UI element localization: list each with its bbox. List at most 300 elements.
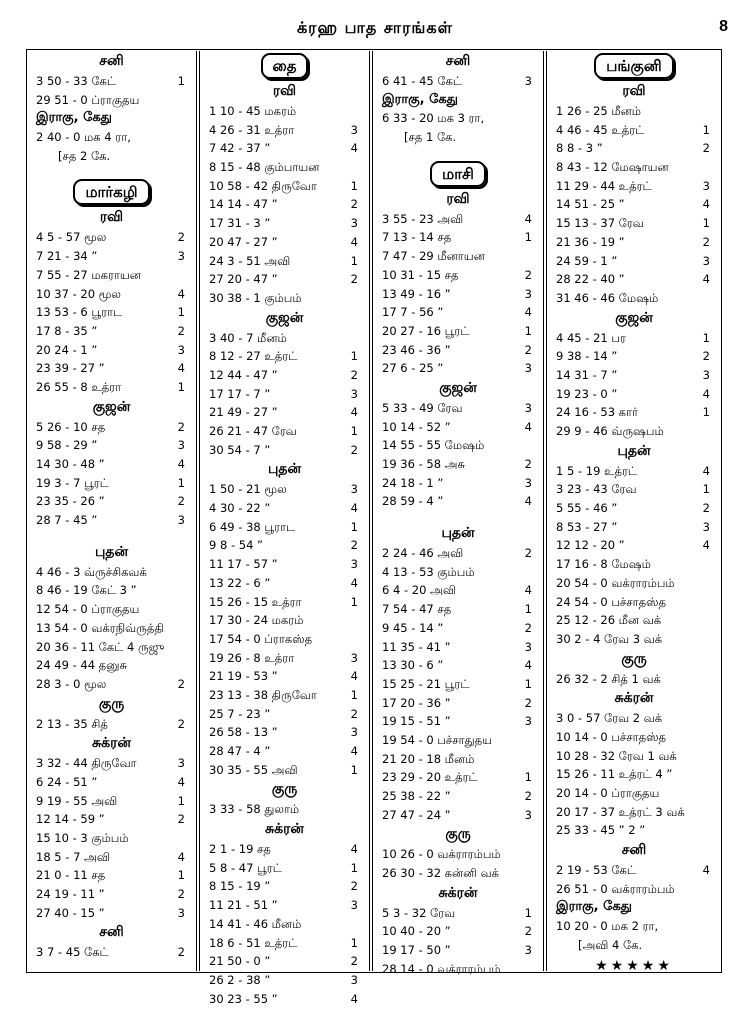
entry-row [28,848,195,867]
pada-number: 4 [350,991,358,1006]
entry-row [28,322,195,341]
entry-row [201,686,368,705]
entry-text: 14 51 - 25 ” [556,197,625,212]
entry-text: 5 33 - 49 ரேவ [382,400,463,415]
entry-row [374,694,542,713]
entry-text: 19 54 - 0 பச்சாதுதய [382,732,492,747]
entry-text: 27 40 - 15 ” [36,905,105,920]
entry-text: 13 22 - 6 ” [209,575,271,590]
entry-text: 26 2 - 38 ” [209,972,271,987]
entry-text: 28 7 - 45 ” [36,513,98,528]
pada-number: 2 [177,812,185,827]
pada-number: 4 [524,658,532,673]
entry-text: 3 7 - 45 கேட் [36,945,109,960]
pada-number: 1 [350,935,358,950]
pada-number: 3 [524,943,532,958]
page-title: க்ரஹ பாத சாரங்கள் [296,18,454,37]
pada-number: 1 [177,475,185,490]
entry-text: 9 8 - 54 ” [209,538,263,553]
entry-row [374,210,542,229]
planet-heading: ரவி [272,83,297,99]
pada-number: 1 [350,178,358,193]
planet-heading: புதன் [441,525,475,542]
entry-text: 26 32 - 2 சித் 1 வக் [556,671,661,686]
pada-number: 2 [524,342,532,357]
entry-row [201,121,368,140]
entry-row [374,581,542,600]
entry-text: 13 30 - 6 ” [382,658,444,673]
entry-text: 6 41 - 45 கேட் [382,74,463,88]
entry-text: 7 21 - 34 ” [36,249,98,264]
node-heading [548,898,720,917]
entry-text: 17 7 - 56 ” [382,305,444,320]
entry-text: 12 14 - 59 ” [36,812,105,827]
pada-number: 2 [524,695,532,710]
entry-text: 24 18 - 1 ” [382,475,444,490]
pada-number: 1 [702,122,710,137]
entry-text: 14 30 - 48 ” [36,457,105,471]
pada-number: 1 [350,687,358,702]
pada-number: 2 [350,954,358,969]
planet-heading: புதன் [94,543,129,560]
pada-number: 2 [702,501,710,516]
pada-number: 4 [702,386,710,401]
month-heading [28,177,195,207]
entry-text: 12 12 - 20 ” [556,538,625,553]
entry-row [28,436,195,455]
entry-row [374,228,542,247]
planet-heading: குஜன் [92,398,131,415]
entry-text: 24 59 - 1 ” [556,253,618,268]
entry-text: 9 38 - 14 ” [556,349,618,364]
pada-number: 4 [177,849,185,864]
pada-number: 3 [350,725,358,740]
entry-row [548,821,720,840]
entry-text: 3 23 - 43 ரேவ [556,482,637,497]
month-heading-label: மார்கழி [73,179,149,205]
entry-row [374,418,542,437]
entry-row [28,715,195,734]
entry-text: 4 30 - 22 ” [209,501,271,516]
pada-number: 2 [177,676,185,691]
entry-row [374,359,542,378]
entry-row [548,422,720,441]
pada-number: 2 [702,141,710,156]
entry-row [374,474,542,493]
entry-row [548,270,720,289]
pada-number: 3 [177,342,185,357]
entry-text: 28 22 - 40 ” [556,272,625,287]
pada-number: 4 [702,197,710,212]
entry-text: 9 45 - 14 ” [382,620,444,635]
planet-heading: சனி [99,53,124,69]
pada-number: 3 [350,557,358,572]
entry-row [201,289,368,308]
entry-row [28,492,195,511]
entry-text: 27 47 - 24 ” [382,807,451,822]
entry-text: 5 26 - 10 சத [36,419,106,434]
entry-row [201,705,368,724]
entry-text: 21 19 - 53 ” [209,669,278,684]
entry-text: 17 8 - 35 ” [36,323,98,338]
entry-row [28,829,195,848]
entry-text: 28 14 - 0 வக்ராரம்பம் [382,961,501,976]
month-heading [548,51,720,81]
planet-heading: குஜன் [265,309,304,326]
end-stars: ★★★★★ [595,957,673,974]
pada-number: 3 [702,519,710,534]
column-3 [374,51,542,976]
entry-row [548,462,720,481]
entry-row [28,341,195,360]
entry-row [374,904,542,923]
entry-row [548,347,720,366]
entry-row [374,750,542,769]
month-heading [374,159,542,189]
spacer [28,530,195,542]
entry-row [548,214,720,233]
entry-row [374,960,542,979]
pada-number: 1 [350,424,358,438]
pada-number: 2 [350,879,358,894]
entry-row [201,896,368,915]
entry-row [201,649,368,668]
entry-text: 7 54 - 47 சத [382,602,452,617]
entry-row [28,943,195,962]
entry-text: 24 19 - 11 ” [36,887,105,902]
entry-row [374,638,542,657]
pada-number: 2 [350,272,358,287]
entry-text: 19 36 - 58 அசு [382,457,465,471]
pada-number: 1 [524,323,532,338]
entry-row [28,904,195,923]
pada-number: 1 [702,405,710,420]
page-number: 8 [719,18,728,35]
entry-row [28,474,195,493]
pada-number: 4 [524,583,532,598]
entry-row [374,806,542,825]
entry-row [374,128,542,147]
pada-number: 3 [524,361,532,376]
entry-row [374,563,542,582]
entry-text: 10 14 - 52 ” [382,419,451,434]
planet-heading: சுக்ரன் [265,821,304,838]
pada-number: 2 [177,419,185,434]
entry-row [28,563,195,582]
pada-number: 1 [702,330,710,345]
entry-row [28,247,195,266]
spacer [374,147,542,159]
entry-text: 12 54 - 0 ப்ராகுதய [36,602,140,617]
entry-text: 17 31 - 3 ” [209,216,271,231]
entry-text: 4 46 - 3 வ்ருச்சிகவக் [36,564,147,579]
pada-number: 1 [702,482,710,497]
entry-text: 2 13 - 35 சித் [36,716,108,731]
month-heading-label: மாசி [430,161,486,187]
spacer [28,165,195,177]
entry-text: 20 14 - 0 ப்ராகுதய [556,786,660,800]
entry-row [548,195,720,214]
planet-heading: சனி [99,924,124,941]
entry-text: 6 24 - 51 ” [36,774,98,789]
entry-text: 30 54 - 7 ” [209,442,271,457]
entry-text: 20 27 - 16 பூரட் [382,323,470,338]
pada-number: 4 [524,305,532,320]
entry-row [28,359,195,378]
entry-row [201,177,368,196]
pada-number: 4 [524,211,532,226]
entry-text: 29 51 - 0 ப்ராகுதய [36,92,140,107]
entry-text: இராகு, கேது [382,91,458,107]
entry-text: 27 20 - 47 ” [209,272,278,287]
pada-number: 2 [524,546,532,561]
pada-number: 4 [350,575,358,590]
entry-text: 14 31 - 7 ” [556,367,618,382]
pada-number: 4 [177,774,185,789]
entry-row [374,492,542,511]
entry-text: 1 5 - 19 உத்ரட் [556,463,638,478]
pada-number: 1 [350,519,358,534]
pada-number: 3 [177,756,185,771]
entry-text: 25 12 - 26 மீன வக் [556,613,662,628]
entry-row [201,270,368,289]
entry-row [201,915,368,934]
entry-row [201,990,368,1009]
pada-number: 2 [524,924,532,939]
pada-number: 4 [702,272,710,287]
planet-heading: குஜன் [615,309,653,326]
entry-row [374,845,542,864]
entry-row [548,121,720,140]
entry-text: 27 6 - 25 ” [382,361,444,376]
pada-number: 3 [177,249,185,264]
pada-number: 2 [350,706,358,721]
entry-text: [அவி 4 கே. [578,937,643,952]
pada-number: 2 [702,234,710,249]
entry-text: 14 14 - 47 ” [209,197,278,212]
entry-row [28,885,195,904]
entry-row [374,341,542,360]
entry-row [28,810,195,829]
entry-text: 10 20 - 0 மக 2 ரா, [556,919,659,934]
entry-row [28,303,195,322]
planet-heading: ரவி [99,209,124,226]
planet-heading: குரு [271,781,298,798]
entry-text: 20 36 - 11 கேட் 4 ருஜு [36,639,165,654]
entry-text: 24 49 - 44 தனுசு [36,658,128,673]
entry-text: [சத 2 கே. [58,148,111,163]
entry-text: 15 10 - 3 கும்பம் [36,831,129,845]
entry-text: 19 23 - 0 ” [556,386,618,401]
entry-text: 3 32 - 44 திருவோ [36,756,137,771]
entry-text: 19 15 - 51 ” [382,714,451,729]
entry-row [548,765,720,784]
pada-number: 3 [350,482,358,497]
entry-text: 1 10 - 45 மகரம் [209,104,297,118]
pada-number: 3 [177,513,185,528]
entry-text: 8 12 - 27 உத்ரட் [209,349,298,364]
entry-row [548,747,720,766]
column-divider [543,51,544,971]
entry-row [548,102,720,121]
entry-text: 3 55 - 23 அவி [382,211,464,226]
entry-row [201,574,368,593]
entry-row [374,656,542,675]
entry-row [548,139,720,158]
entry-text: 4 26 - 31 உத்ரா [209,122,295,137]
entry-text: 25 33 - 45 ” 2 ” [556,823,646,838]
entry-row [28,72,195,91]
page-header [0,18,750,48]
column-2 [201,51,368,1006]
entry-text: 13 49 - 16 ” [382,286,451,301]
entry-row [548,880,720,899]
entry-row [28,266,195,285]
pada-number: 2 [524,457,532,471]
entry-text: 3 50 - 33 கேட் [36,74,117,88]
pada-number: 1 [350,594,358,609]
entry-text: 9 19 - 55 அவி [36,793,118,808]
entry-row [201,518,368,537]
entry-text: 12 44 - 47 ” [209,367,278,382]
entry-row [28,378,195,397]
entry-row [28,128,195,147]
pada-number: 1 [524,770,532,785]
entry-row [201,102,368,121]
entry-row [201,630,368,649]
entry-row [374,544,542,563]
entry-row [374,864,542,883]
entry-row [28,773,195,792]
entry-row [201,403,368,422]
entry-text: 3 0 - 57 ரேவ 2 வக் [556,711,663,726]
entry-text: 10 58 - 42 திருவோ [209,178,317,193]
entry-text: 15 26 - 15 உத்ரா [209,594,302,609]
entry-row [201,139,368,158]
pada-number: 3 [350,898,358,913]
entry-row [548,803,720,822]
entry-text: [சத 1 கே. [404,130,457,145]
entry-text: 10 28 - 32 ரேவ 1 வக் [556,748,677,763]
entry-row [28,285,195,304]
entry-text: 28 3 - 0 மூல [36,676,107,691]
entry-row [548,574,720,593]
entry-text: 3 33 - 58 துலாம் [209,802,300,817]
entry-row [548,289,720,308]
pada-number: 3 [524,475,532,490]
entry-text: 19 3 - 7 பூரட் [36,475,109,490]
entry-text: 25 7 - 23 ” [209,706,271,721]
entry-text: 14 41 - 46 மீனம் [209,916,302,931]
entry-row [548,366,720,385]
planet-heading: சுக்ரன் [438,884,478,901]
entry-row [201,723,368,742]
planet-heading: புதன் [617,442,651,459]
entry-row [28,600,195,619]
entry-row [548,518,720,537]
pada-number: 4 [350,501,358,516]
entry-text: 23 29 - 20 உத்ரட் [382,770,478,785]
pada-number: 3 [524,639,532,654]
entry-row [28,866,195,885]
entry-text: 4 45 - 21 பர [556,330,626,345]
pada-number: 4 [350,744,358,758]
entry-text: 26 21 - 47 ரேவ [209,424,297,438]
entry-row [28,455,195,474]
entry-text: 26 55 - 8 உத்ரா [36,379,122,394]
entry-text: 18 6 - 51 உத்ரட் [209,935,298,950]
entry-text: 24 16 - 53 கார் [556,405,639,420]
pada-number: 3 [350,216,358,231]
pada-number: 2 [177,887,185,902]
entry-text: 23 46 - 36 ” [382,342,451,357]
pada-number: 3 [350,122,358,137]
column-divider [196,51,197,971]
entry-text: 21 20 - 18 மீனம் [382,751,475,766]
entry-row [201,158,368,177]
pada-number: 2 [350,442,358,457]
entry-text: 18 5 - 7 அவி [36,849,110,864]
entry-text: 30 38 - 1 கும்பம் [209,290,302,305]
entry-row [201,233,368,252]
entry-row [374,455,542,474]
pada-number: 4 [177,286,185,301]
entry-text: 23 35 - 26 ” [36,494,105,509]
entry-text: 15 26 - 11 உத்ரட் 4 ” [556,767,673,782]
entry-row [548,480,720,499]
entry-text: 19 26 - 8 உத்ரா [209,650,295,665]
entry-row [548,403,720,422]
pada-number: 2 [524,620,532,635]
pada-number: 3 [177,905,185,920]
pada-number: 1 [524,230,532,245]
pada-number: 3 [524,400,532,415]
entry-row [201,859,368,878]
entry-row [548,861,720,880]
entry-text: 11 29 - 44 உத்ரட் [556,178,652,193]
entry-text: 7 55 - 27 மகராயன [36,267,141,282]
entry-row [201,611,368,630]
entry-text: 5 8 - 47 பூரட் [209,860,282,875]
entry-row [201,252,368,271]
entry-row [548,670,720,689]
entry-row [374,731,542,750]
entry-row [548,593,720,612]
pada-number: 3 [524,807,532,822]
entry-row [201,555,368,574]
entry-text: 21 36 - 19 ” [556,234,625,249]
entry-row [374,266,542,285]
pada-number: 4 [177,361,185,376]
entry-text: 1 26 - 25 மீனம் [556,104,642,118]
entry-text: 6 4 - 20 அவி [382,583,456,598]
entry-text: 21 49 - 27 ” [209,405,278,420]
entry-row [28,656,195,675]
entry-text: 13 53 - 6 பூராட [36,305,123,320]
entry-row [548,233,720,252]
pada-number: 1 [177,793,185,808]
entry-text: 4 46 - 45 உத்ரட் [556,122,645,137]
entry-text: 17 20 - 36 ” [382,695,451,710]
pada-number: 2 [702,349,710,364]
pada-number: 4 [350,842,358,857]
entry-row [548,630,720,649]
pada-number: 1 [177,868,185,883]
entry-text: 1 50 - 21 மூல [209,482,287,497]
planet-heading: குரு [621,650,647,667]
pada-number: 4 [702,538,710,553]
entry-text: 9 58 - 29 ” [36,438,98,453]
